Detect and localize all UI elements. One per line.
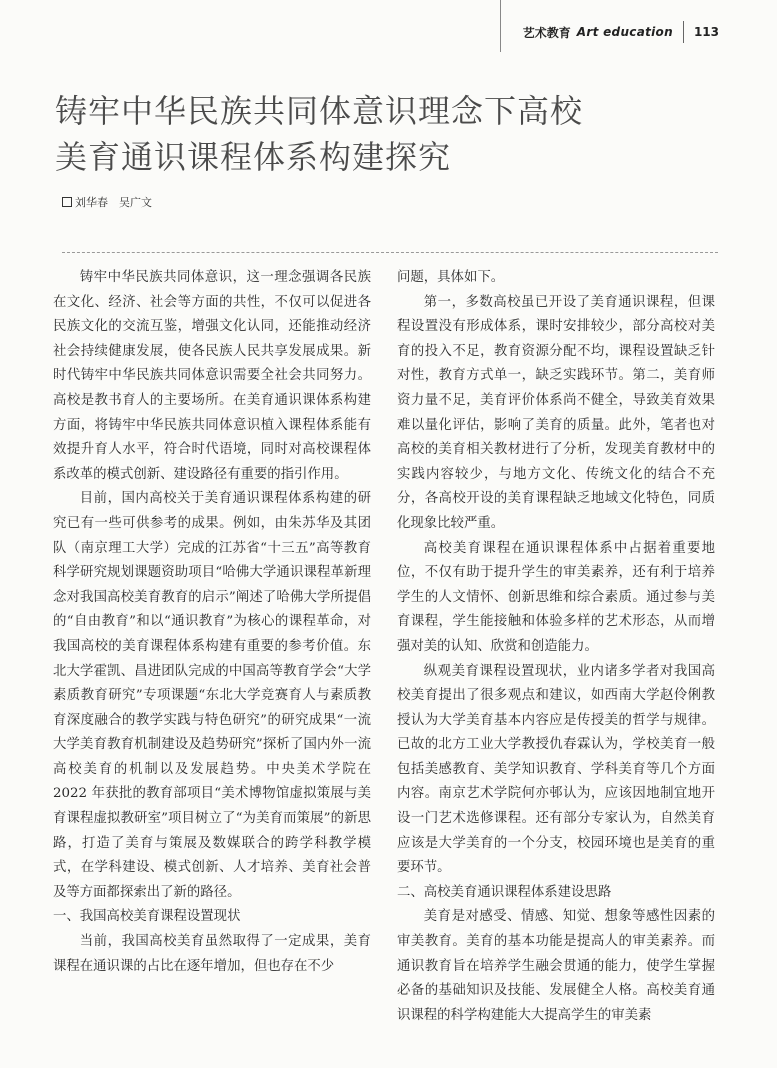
title-line-1: 铸牢中华民族共同体意识理念下高校: [55, 92, 584, 130]
page-number: 113: [693, 25, 719, 39]
header-separator: [683, 21, 684, 43]
section-name-zh: 艺术教育: [522, 25, 571, 40]
paragraph: 铸牢中华民族共同体意识，这一理念强调各民族在文化、经济、社会等方面的共性，不仅可以促进各民族文化的交流互鉴，增强文化认同，还能推动经济社会持续健康发展，使各民族人民共享发展成果。新时代铸牢中华民族共同体意识需要全社会共同努力。高校是教书育人的主要场所。在美育通识课体系构建方面，将铸牢中华民族共同体意识植入课程体系能有效提升育人水平，符合时代语境，同时对高校课程体系改革的模式创新、建设路径有重要的指引作用。: [53, 270, 371, 482]
author-names: 刘华春 吴广文: [75, 196, 152, 209]
section-heading-1: 一、我国高校美育课程设置现状: [53, 909, 241, 925]
paragraph: 高校美育课程在通识课程体系中占据着重要地位，不仅有助于提升学生的审美素养，还有利于培养学生的人文情怀、创新思维和综合素质。通过参与美育课程，学生能接触和体验多样的艺术形态，从而增强对美的认知、欣赏和创造能力。: [397, 540, 715, 654]
header-rule: [500, 0, 501, 52]
dashed-divider: [62, 252, 718, 253]
title-line-2: 美育通识课程体系构建探究: [55, 138, 452, 176]
left-column: [53, 266, 371, 979]
section-name-en: Art education: [576, 25, 673, 39]
right-column: [397, 266, 715, 1028]
section-heading-2: 二、高校美育通识课程体系建设思路: [397, 884, 612, 900]
paragraph-continuation: 问题，具体如下。: [397, 270, 505, 285]
article-title: [55, 88, 655, 180]
paragraph: 目前，国内高校关于美育通识课程体系构建的研究已有一些可供参考的成果。例如，由朱苏华及其团队（南京理工大学）完成的江苏省“十三五”高等教育科学研究规划课题资助项目“哈佛大学通识课程革新理念对我国高校美育教育的启示”阐述了哈佛大学所提倡的“自由教育”和以“通识教育”为核心的课程革命，对我国高校的美育课程体系构建有重要的参考价值。东北大学霍凯、昌进团队完成的中国高等教育学会“大学素质教育研究”专项课题“东北大学竞赛育人与素质教育深度融合的教学实践与特色研究”的研究成果“一流大学美育教育机制建设及趋势研究”探析了国内外一流高校美育的机制以及发展趋势。中央美术学院在 2022 年获批的教育部项目“美术博物馆虚拟策展与美育课程虚拟教研室”项目树立了“为美育而策展”的新思路，打造了美育与策展及数媒联合的跨学科教学模式，在学科建设、模式创新、人才培养、美育社会普及等方面都探索出了新的路径。: [53, 491, 371, 900]
paragraph: 当前，我国高校美育虽然取得了一定成果，美育课程在通识课的占比在逐年增加，但也存在不少: [53, 934, 371, 974]
paragraph: 纵观美育课程设置现状，业内诸多学者对我国高校美育提出了很多观点和建议，如西南大学赵伶俐教授认为大学美育基本内容应是传授美的哲学与规律。已故的北方工业大学教授仇春霖认为，学校美育一般包括美感教育、美学知识教育、学科美育等几个方面内容。南京艺术学院何亦邨认为，应该因地制宜地开设一门艺术选修课程。还有部分专家认为，自然美育应该是大学美育的一个分支，校园环境也是美育的重要环节。: [397, 663, 715, 876]
author-line: [62, 194, 152, 210]
running-header: [523, 18, 719, 46]
paragraph: 第一，多数高校虽已开设了美育通识课程，但课程设置没有形成体系，课时安排较少，部分高校对美育的投入不足，教育资源分配不均，课程设置缺乏针对性，教育方式单一，缺乏实践环节。第二，美育师资力量不足，美育评价体系尚不健全，导致美育效果难以量化评估，影响了美育的质量。此外，笔者也对高校的美育相关教材进行了分析，发现美育教材中的实践内容较少，与地方文化、传统文化的结合不充分，各高校开设的美育课程缺乏地域文化特色，同质化现象比较严重。: [397, 294, 715, 531]
author-box-icon: [62, 197, 72, 207]
paragraph: 美育是对感受、情感、知觉、想象等感性因素的审美教育。美育的基本功能是提高人的审美素养。而通识教育旨在培养学生融会贯通的能力，使学生掌握必备的基础知识及技能、发展健全人格。高校美育通识课程的科学构建能大大提高学生的审美素: [397, 909, 715, 1023]
